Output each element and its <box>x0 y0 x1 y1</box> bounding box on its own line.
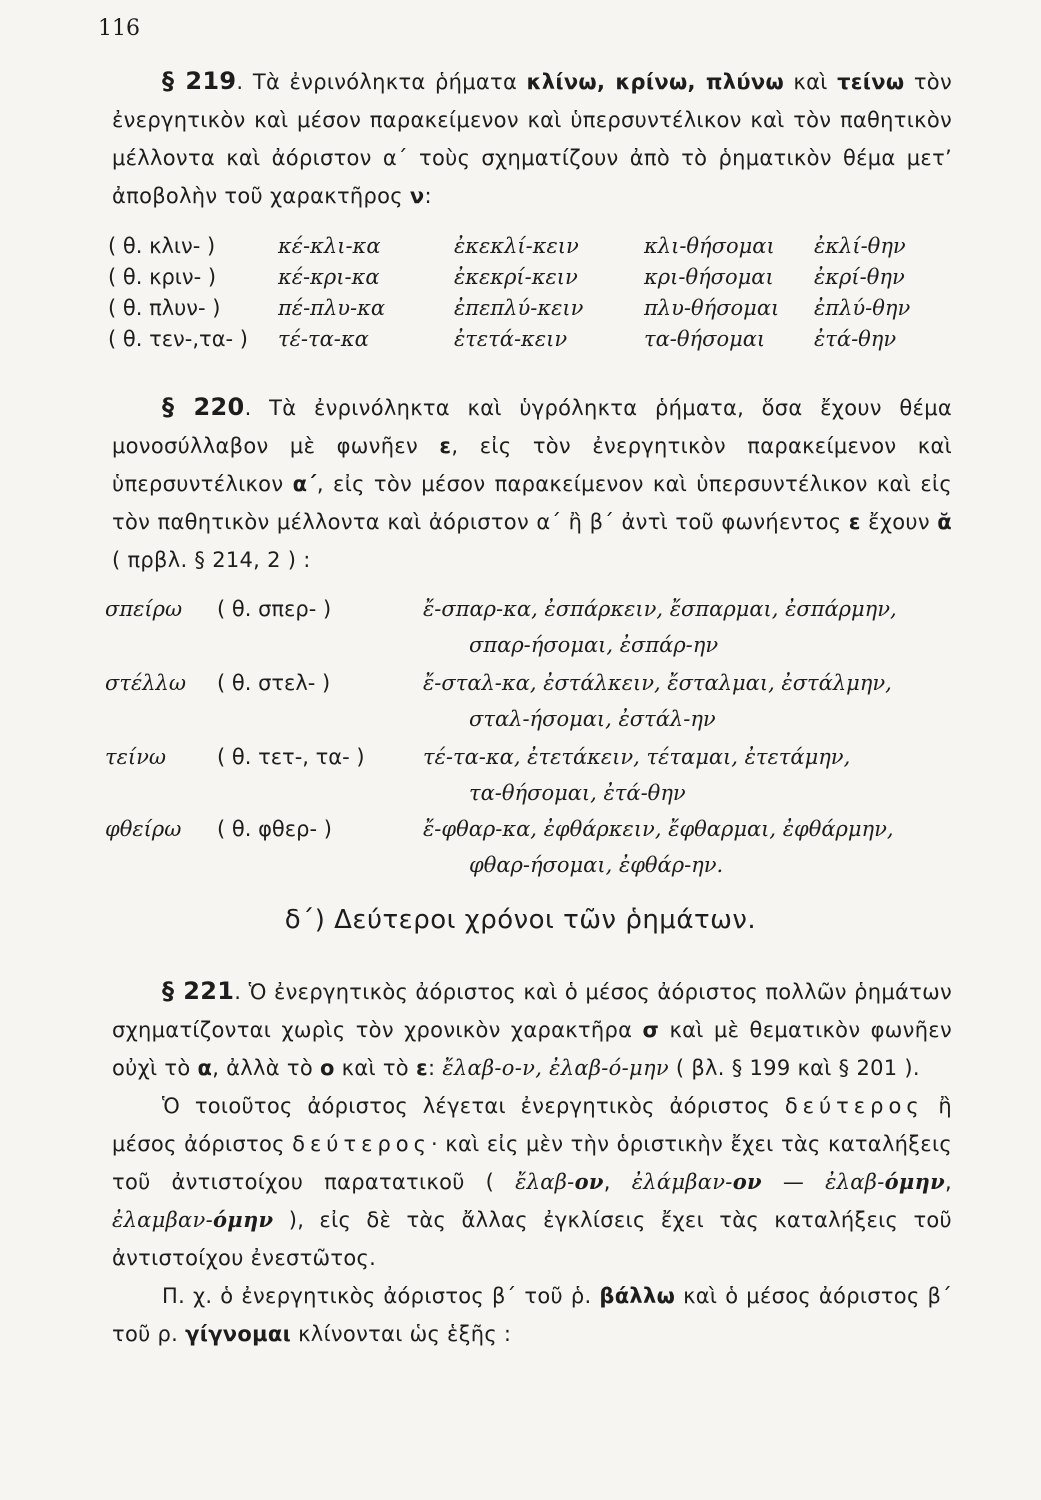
section-220: § 220. Τὰ ἐνρινόληκτα καὶ ὑγρόληκτα ῥήματα, ὅσα ἔχουν θέμα μονοσύλλαβον μὲ φωνῆεν ε, εἰς τὸν ἐνεργητικὸν παρακείμενον καὶ ὑπερσυντέλικον α΄, εἰς τὸν μέσον παρακείμενον καὶ ὑπερσυντέλικον καὶ εἰς τὸν παθητικὸν μέλλοντα καὶ ἀόριστον α΄ ἢ β΄ ἀντὶ τοῦ φωνήεντος ε ἔχουν ᾰ ( πρβλ. § 214, 2 ) : <box>112 393 952 572</box>
section-number: § 220 <box>162 393 245 421</box>
section-number: § 219 <box>162 67 237 95</box>
section-219: § 219. Τὰ ἐνρινόληκτα ῥήματα κλίνω, κρίνω, πλύνω καὶ τείνω τὸν ἐνεργητικὸν καὶ μέσον παρακείμενον καὶ ὑπερσυντέλικον καὶ τὸν παθητικὸν μέλλοντα καὶ ἀόριστον α΄ τοὺς σχηματίζουν ἀπὸ τὸ ῥηματικὸν θέμα μετ’ ἀποβολὴν τοῦ χαρακτῆρος ν: <box>112 67 952 208</box>
page-number: 116 <box>98 16 140 41</box>
table-row: ( θ. τεν-,τα- ) τέ-τα-κα ἐτετά-κειν τα-θήσομαι ἐτά-θην <box>108 326 897 351</box>
section-heading: δ΄) Δεύτεροι χρόνοι τῶν ῥημάτων. <box>284 905 757 935</box>
book-page: 116 § 219. Τὰ ἐνρινόληκτα ῥήματα κλίνω, κρίνω, πλύνω καὶ τείνω τὸν ἐνεργητικὸν καὶ μέσον παρακείμενον καὶ ὑπερσυντέλικον καὶ τὸν παθητικὸν μέλλοντα καὶ ἀόριστον α΄ τοὺς σχηματίζουν ἀπὸ τὸ ῥηματικὸν θέμα μετ’ ἀποβολὴν τοῦ χαρακτῆρος ν: ( θ. κλιν- ) κέ-κλι-κα ἐκεκλί-κειν κλι-θήσομαι ἐκλί-θην ( θ. κριν- ) κέ-κρι-κα ἐκεκρί-κειν κρι-θήσομαι ἐκρί-θην ( θ. πλυν- ) πέ-πλυ-κα ἐπεπλύ-κειν πλυ-θήσομαι ἐπλύ-θην ( θ. τεν-,τα- ) τέ-τα-κα ἐτετά-κειν τα-θήσομαι ἐτά-θην § 220. Τὰ ἐνρινόληκτα καὶ ὑγρόληκτα ῥήματα, ὅσα ἔχουν θέμα μονοσύλλαβον μὲ φωνῆεν ε, εἰς τὸν ἐνεργητικὸν παρακείμενον καὶ ὑπερσυντέλικον α΄, εἰς τὸν μέσον παρακείμενον καὶ ὑπερσυντέλικον καὶ εἰς τὸν παθητικὸν μέλλοντα καὶ ἀόριστον α΄ ἢ β΄ ἀντὶ τοῦ φωνήεντος ε ἔχουν ᾰ ( πρβλ. § 214, 2 ) : σπείρω ( θ. σπερ- ) ἔ-σπαρ-κα, ἐσπάρκειν, ἔσπαρμαι, ἐσπάρμην, σπαρ-ήσομαι, ἐσπάρ-ην στέλλω ( θ. στελ- ) ἔ-σταλ-κα, ἐστάλκειν, ἔσταλμαι, ἐστάλμην, σταλ-ήσομαι, ἐστάλ-ην τείνω ( θ. τετ-, τα- ) τέ-τα-κα, ἐτετάκειν, τέταμαι, ἐτετάμην, τα-θήσομαι, ἐτά-θην φθείρω ( θ. φθερ- ) ἔ-φθαρ-κα, ἐφθάρκειν, ἔφθαρμαι, ἐφθάρμην, φθαρ-ήσομαι, ἐφθάρ-ην. δ΄) Δεύτεροι χρόνοι τῶν ῥημάτων. § 221. Ὁ ἐνεργητικὸς ἀόριστος καὶ ὁ μέσος ἀόριστος πολλῶν ῥημάτων σχηματίζονται χωρὶς τὸν χρονικὸν χαρακτῆρα σ καὶ μὲ θεματικὸν φωνῆεν οὐχὶ τὸ α, ἀλλὰ τὸ ο καὶ τὸ ε: ἔλαβ-ο-ν, ἐλαβ-ό-μην ( βλ. § 199 καὶ § 201 ). Ὁ τοιοῦτος ἀόριστος λέγεται ἐνεργητικὸς ἀόριστος δεύτερος ἢ μέσος ἀόριστος δεύτερος· καὶ εἰς μὲν τὴν ὁριστικὴν ἔχει τὰς καταλήξεις τοῦ ἀντιστοίχου παρατατικοῦ ( ἔλαβ-ον, ἐλάμβαν-ον — ἐλαβ-όμην, ἐλαμβαν-όμην ), εἰς δὲ τὰς ἄλλας ἐγκλίσεις ἔχει τὰς καταλήξεις τοῦ ἀντιστοίχου ἐνεστῶτος. Π. χ. ὁ ἐνεργητικὸς ἀόριστος β΄ τοῦ ῥ. βάλλω καὶ ὁ μέσος ἀόριστος β΄ τοῦ ρ. γίγνομαι κλίνονται ὡς ἑξῆς : <box>0 0 1041 1500</box>
table-row: ( θ. πλυν- ) πέ-πλυ-κα ἐπεπλύ-κειν πλυ-θήσομαι ἐπλύ-θην <box>108 295 911 320</box>
table-219 <box>108 230 910 354</box>
section-number: § 221 <box>162 977 235 1005</box>
paragraph-second-aorist: Ὁ τοιοῦτος ἀόριστος λέγεται ἐνεργητικὸς ἀόριστος δεύτερος ἢ μέσος ἀόριστος δεύτερος· καὶ εἰς μὲν τὴν ὁριστικὴν ἔχει τὰς καταλήξεις τοῦ ἀντιστοίχου παρατατικοῦ ( ἔλαβ-ον, ἐλάμβαν-ον — ἐλαβ-όμην, ἐλαμβαν-όμην ), εἰς δὲ τὰς ἄλλας ἐγκλίσεις ἔχει τὰς καταλήξεις τοῦ ἀντιστοίχου ἐνεστῶτος. <box>112 1094 952 1270</box>
verb-teino: τείνω <box>837 70 905 94</box>
table-row: ( θ. κλιν- ) κέ-κλι-κα ἐκεκλί-κειν κλι-θήσομαι ἐκλί-θην <box>108 233 906 258</box>
character-nu: ν <box>409 184 425 208</box>
table-row: ( θ. κριν- ) κέ-κρι-κα ἐκεκρί-κειν κρι-θήσομαι ἐκρί-θην <box>108 264 905 289</box>
section-221: § 221. Ὁ ἐνεργητικὸς ἀόριστος καὶ ὁ μέσος ἀόριστος πολλῶν ῥημάτων σχηματίζονται χωρὶς τὸν χρονικὸν χαρακτῆρα σ καὶ μὲ θεματικὸν φωνῆεν οὐχὶ τὸ α, ἀλλὰ τὸ ο καὶ τὸ ε: ἔλαβ-ο-ν, ἐλαβ-ό-μην ( βλ. § 199 καὶ § 201 ). Ὁ τοιοῦτος ἀόριστος λέγεται ἐνεργητικὸς ἀόριστος δεύτερος ἢ μέσος ἀόριστος δεύτερος· καὶ εἰς μὲν τὴν ὁριστικὴν ἔχει τὰς καταλήξεις τοῦ ἀντιστοίχου παρατατικοῦ ( ἔλαβ-ον, ἐλάμβαν-ον — ἐλαβ-όμην, ἐλαμβαν-όμην ), εἰς δὲ τὰς ἄλλας ἐγκλίσεις ἔχει τὰς καταλήξεις τοῦ ἀντιστοίχου ἐνεστῶτος. Π. χ. ὁ ἐνεργητικὸς ἀόριστος β΄ τοῦ ῥ. βάλλω καὶ ὁ μέσος ἀόριστος β΄ τοῦ ρ. γίγνομαι κλίνονται ὡς ἑξῆς : <box>112 972 952 1353</box>
verb-list: κλίνω, κρίνω, πλύνω <box>526 70 784 94</box>
paragraph-example: Π. χ. ὁ ἐνεργητικὸς ἀόριστος β΄ τοῦ ῥ. βάλλω καὶ ὁ μέσος ἀόριστος β΄ τοῦ ρ. γίγνομαι κλίνονται ὡς ἑξῆς : <box>112 1284 952 1346</box>
